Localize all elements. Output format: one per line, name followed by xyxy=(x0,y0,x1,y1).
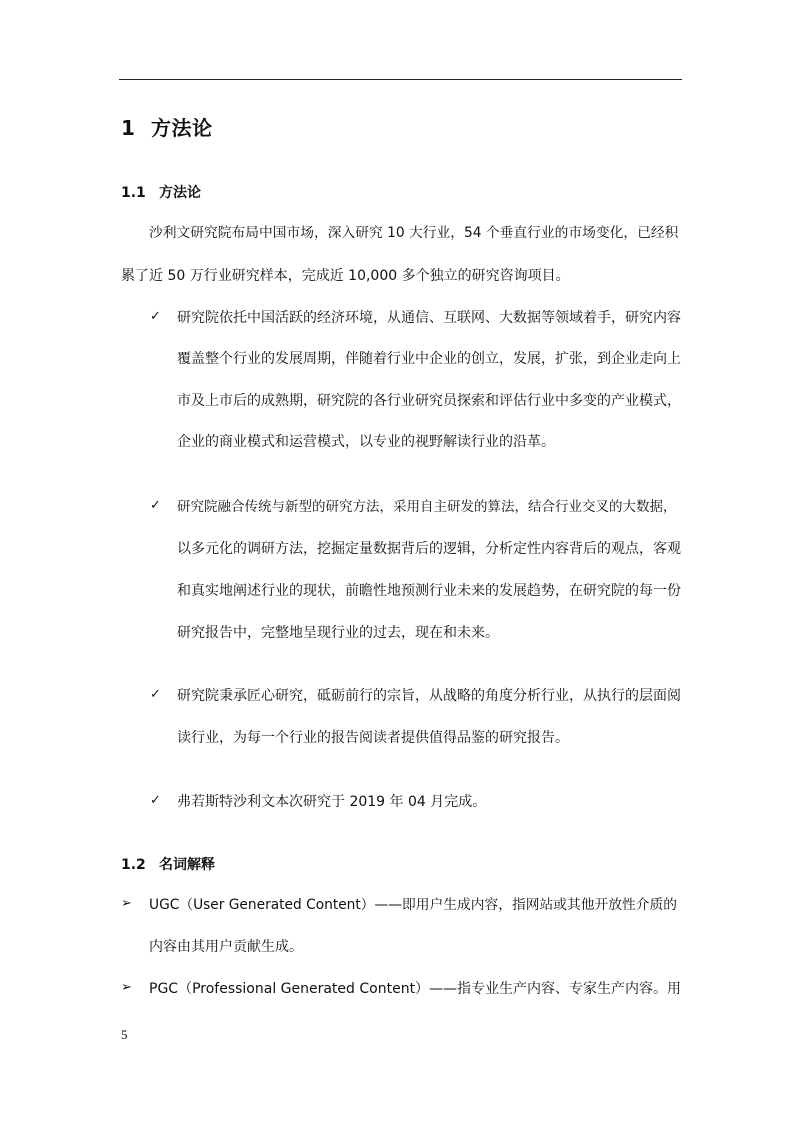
glossary-item-1-line-2: 内容由其用户贡献生成。 xyxy=(149,939,303,955)
check-item-2-line-2: 以多元化的调研方法，挖掘定量数据背后的逻辑，分析定性内容背后的观点，客观 xyxy=(177,541,681,557)
check-icon: ✓ xyxy=(150,309,161,324)
intro-line-1: 沙利文研究院布局中国市场，深入研究 10 大行业，54 个垂直行业的市场变化，已经积 xyxy=(149,225,679,241)
check-icon: ✓ xyxy=(150,793,161,808)
check-icon: ✓ xyxy=(150,498,161,513)
check-item-3-line-1: 研究院秉承匠心研究，砥砺前行的宗旨，从战略的角度分析行业，从执行的层面阅 xyxy=(177,688,681,704)
check-item-1-line-3: 市及上市后的成熟期，研究院的各行业研究员探索和评估行业中多变的产业模式， xyxy=(177,393,681,409)
glossary-item-1-line-1: UGC（User Generated Content）——即用户生成内容，指网站或其他开放性介质的 xyxy=(149,897,678,913)
section-title: 方法论 xyxy=(151,116,213,140)
subsection-title: 方法论 xyxy=(159,185,201,201)
check-icon: ✓ xyxy=(150,687,161,702)
check-item-4-line-1: 弗若斯特沙利文本次研究于 2019 年 04 月完成。 xyxy=(177,794,487,810)
subsection-number: 1.1 xyxy=(121,185,146,201)
header-rule xyxy=(119,79,682,80)
subsection-heading-1-1 xyxy=(121,182,201,202)
section-number: 1 xyxy=(121,116,136,140)
check-item-3-line-2: 读行业，为每一个行业的报告阅读者提供值得品鉴的研究报告。 xyxy=(177,730,569,746)
check-item-1-line-1: 研究院依托中国活跃的经济环境，从通信、互联网、大数据等领域着手，研究内容 xyxy=(177,310,681,326)
section-heading xyxy=(121,112,213,141)
check-item-1-line-4: 企业的商业模式和运营模式，以专业的视野解读行业的沿革。 xyxy=(177,434,555,450)
arrow-bullet-icon: ➢ xyxy=(121,980,132,995)
page-number: 5 xyxy=(121,1027,128,1042)
subsection-heading-1-2 xyxy=(121,854,215,874)
check-item-1-line-2: 覆盖整个行业的发展周期，伴随着行业中企业的创立，发展，扩张，到企业走向上 xyxy=(177,351,681,367)
glossary-item-2-line-1: PGC（Professional Generated Content）——指专业生产内容、专家生产内容。用 xyxy=(149,981,682,997)
intro-line-2: 累了近 50 万行业研究样本，完成近 10,000 多个独立的研究咨询项目。 xyxy=(121,268,570,284)
subsection-title: 名词解释 xyxy=(159,857,215,873)
subsection-number: 1.2 xyxy=(121,857,146,873)
check-item-2-line-4: 研究报告中，完整地呈现行业的过去，现在和未来。 xyxy=(177,625,499,641)
check-item-2-line-1: 研究院融合传统与新型的研究方法，采用自主研发的算法，结合行业交叉的大数据， xyxy=(177,499,677,515)
arrow-bullet-icon: ➢ xyxy=(121,896,132,911)
check-item-2-line-3: 和真实地阐述行业的现状，前瞻性地预测行业未来的发展趋势，在研究院的每一份 xyxy=(177,583,681,599)
